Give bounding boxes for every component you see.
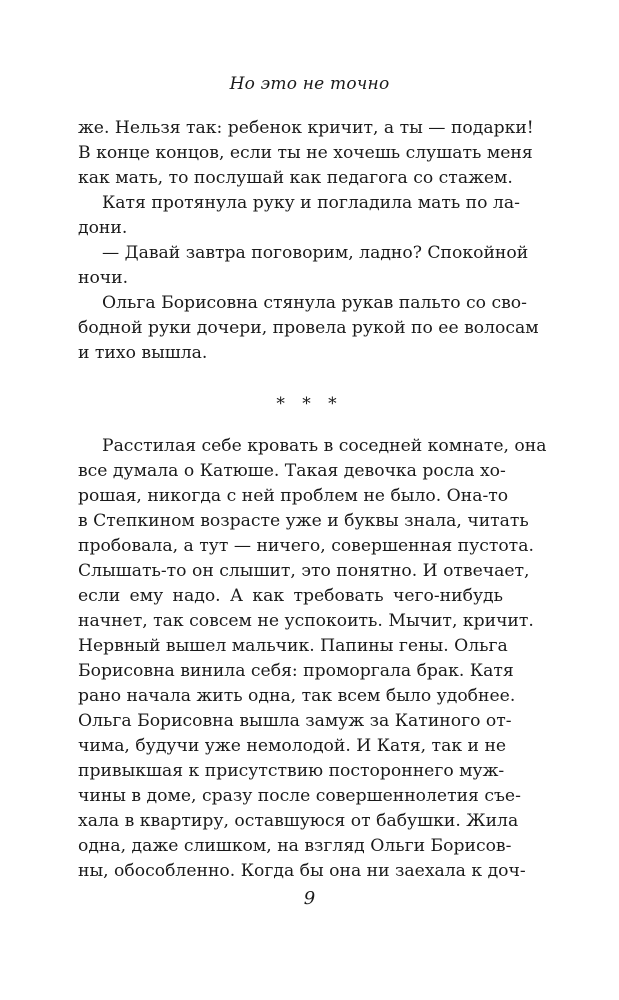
text-line: Расстилая себе кровать в соседней комнате, она (102, 436, 547, 456)
text-line: Слышать-то он слышит, это понятно. И отвечает, (78, 561, 530, 581)
text-line: начнет, так совсем не успокоить. Мычит, кричит. (78, 611, 534, 631)
text-line: пробовала, а тут — ничего, совершенная пустота. (78, 536, 534, 556)
text-line: же. Нельзя так: ребенок кричит, а ты — подарки! (78, 118, 534, 138)
running-head: Но это не точно (229, 74, 390, 94)
text-line: как мать, то послушай как педагога со стажем. (78, 168, 513, 188)
text-block-after-break (78, 434, 547, 884)
text-line: рано начала жить одна, так всем было удобнее. (78, 686, 516, 706)
text-line: чима, будучи уже немолодой. И Катя, так и не (78, 736, 507, 756)
text-line: ны, обособленно. Когда бы она ни заехала к доч- (78, 861, 526, 881)
text-line: Борисовна винила себя: проморгала брак. Катя (78, 661, 514, 681)
text-line: дони. (78, 218, 128, 238)
text-line: бодной руки дочери, провела рукой по ее волосам (78, 318, 539, 338)
text-line: привыкшая к присутствию постороннего муж- (78, 761, 505, 781)
text-line: рошая, никогда с ней проблем не было. Она-то (78, 486, 509, 506)
text-line: Ольга Борисовна вышла замуж за Катиного от- (78, 711, 512, 731)
text-line: — Давай завтра поговорим, ладно? Спокойной (102, 243, 529, 263)
text-line: В конце концов, если ты не хочешь слушать меня (78, 143, 533, 163)
section-break: * * * (276, 394, 343, 414)
text-line: чины в доме, сразу после совершеннолетия съе- (78, 786, 521, 806)
text-line: и тихо вышла. (78, 343, 208, 363)
text-line: Катя протянула руку и погладила мать по ла- (102, 193, 520, 213)
page-number: 9 (303, 888, 316, 909)
text-line: одна, даже слишком, на взгляд Ольги Борисов- (78, 836, 512, 856)
text-line: ночи. (78, 268, 129, 288)
text-line: если ему надо. А как требовать чего-нибудь (78, 586, 503, 606)
text-line: все думала о Катюше. Такая девочка росла хо- (78, 461, 506, 481)
text-line: Нервный вышел мальчик. Папины гены. Ольга (78, 636, 508, 656)
text-line: хала в квартиру, оставшуюся от бабушки. Жила (78, 811, 519, 831)
text-block-before-break (78, 116, 539, 366)
text-line: в Степкином возрасте уже и буквы знала, читать (78, 511, 529, 531)
text-line: Ольга Борисовна стянула рукав пальто со сво- (102, 293, 527, 313)
